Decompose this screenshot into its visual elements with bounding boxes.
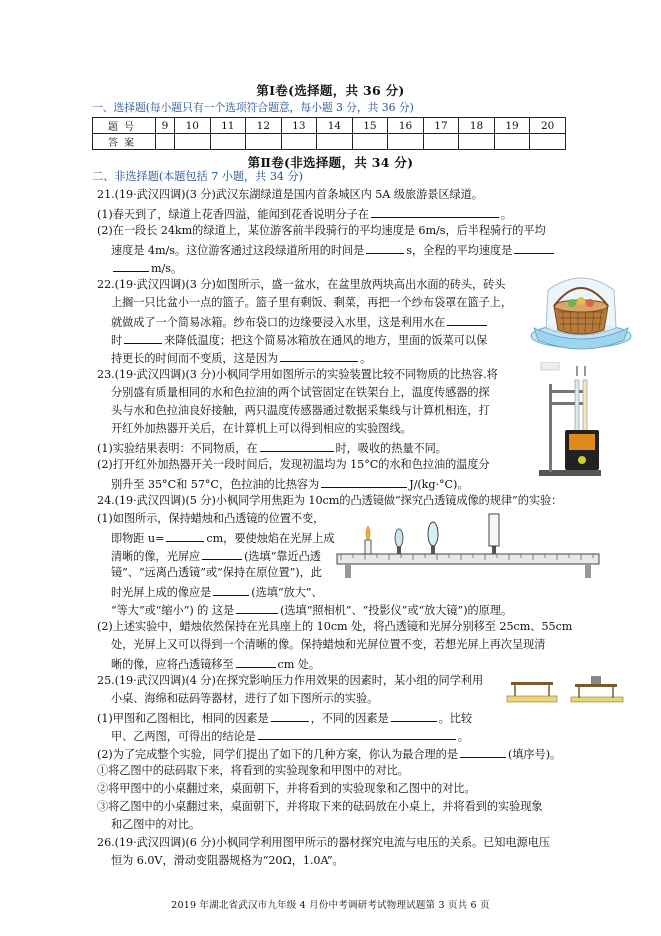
q25-stem: 25.(19·武汉四调)(4 分)在探究影响压力作用效果的因素时，某小组的同学利用 [97,674,484,687]
table-cell: 18 [459,118,495,134]
answer-blank[interactable] [371,206,499,218]
answer-cell[interactable] [317,134,353,150]
part2-title: 第Ⅱ卷(非选择题，共 34 分) [247,155,414,170]
q25-option-3: ③将乙图中的小桌翻过来，桌面朝下，并将取下来的砝码放在小桌上，并将看到的实验现象 [97,800,543,813]
q21-part1: (1)春天到了，绿道上花香四溢，能闻到花香说明分子在 。 [97,208,513,221]
answer-blank[interactable] [447,314,487,326]
table-cell: 9 [156,118,175,134]
answer-cell[interactable] [210,134,246,150]
q24-part1-l4: 镜”、“远离凸透镜”或“保持在原位置”)，此 [111,566,322,579]
q25-option-3-cont: 和乙图中的对比。 [111,818,201,831]
q25-line2: 小桌、海绵和砝码等器材，进行了如下图所示的实验。 [111,692,379,705]
answer-cell[interactable] [352,134,388,150]
q22-stem: 22.(19·武汉四调)(3 分)如图所示，盛一盆水，在盆里放两块高出水面的砖头，砖头 [97,278,506,291]
answer-blank[interactable] [213,584,249,596]
table-cell: 19 [494,118,530,134]
answer-blank[interactable] [280,350,358,362]
q22-line2: 上搁一只比盆小一点的篮子。篮子里有剩饭、剩菜，再把一个纱布袋罩在篮子上， [111,296,512,309]
table-cell: 10 [175,118,211,134]
basket-fridge-figure [528,270,634,352]
q24-part2-l2: 处，光屏上又可以得到一个清晰的像。保持蜡烛和光屏位置不变，若想光屏上再次呈现清 [111,638,546,651]
q23-stem: 23.(19·武汉四调)(3 分)小枫同学用如图所示的实验装置比较不同物质的比热容.将 [97,368,498,381]
table-cell: 13 [281,118,317,134]
answer-blank[interactable] [236,656,276,668]
q24-part1: (1)如图所示，保持蜡烛和凸透镜的位置不变， [97,512,325,525]
answer-table [92,117,566,150]
q21-stem: 21.(19·武汉四调)(3 分)武汉东湖绿道是国内首条城区内 5A 级旅游景区绿道。 [97,188,483,201]
answer-blank[interactable] [366,242,404,254]
answer-cell[interactable] [423,134,459,150]
q22-line4: 时 来降低温度；把这个简易冰箱放在通风的地方，里面的饭菜可以保 [111,334,488,347]
q24-part2: (2)上述实验中，蜡烛依然保持在光具座上的 10cm 处，将凸透镜和光屏分别移至 25cm、55cm [97,620,573,633]
answer-cell[interactable] [156,134,175,150]
q23-line3: 头与水和色拉油良好接触，两只温度传感器通过数据采集线与计算机相连，打 [111,404,490,417]
answer-blank[interactable] [113,260,149,272]
q24-part1-l2: 即物距 u= cm，要使烛焰在光屏上成 [111,532,335,545]
q24-stem: 24.(19·武汉四调)(5 分)小枫同学用焦距为 10cm的凸透镜做“探究凸透镜成像的规律”的实验： [97,494,563,507]
answer-cell[interactable] [175,134,211,150]
answer-blank[interactable] [124,332,162,344]
answer-cell[interactable] [388,134,424,150]
q21-part2: (2)在一段长 24km的绿道上，某位游客前半段骑行的平均速度是 6m/s，后半程骑行的平均 [97,224,546,237]
q24-part1-l5: 时光屏上成的像应是 (选填“放大”、 [111,586,323,599]
heater-apparatus-figure [535,362,607,480]
table-cell: 11 [210,118,246,134]
q24-part1-l6: “等大”或“缩小”) 的 这是 (选填“照相机”、“投影仪”或“放大镜”)的原理。 [111,604,513,617]
part2-instruction: 二、非选择题(本题包括 7 小题，共 34 分) [92,170,303,183]
table-cell: 14 [317,118,353,134]
q22-line5: 持更长的时间而不变质，这是因为 。 [111,352,372,365]
q21-part2-cont: 速度是 4m/s。这位游客通过这段绿道所用的时间是 s，全程的平均速度是 [111,242,556,258]
q23-line4: 开红外加热器开关后，在计算机上可以得到相应的实验图线。 [111,422,412,435]
answer-cell[interactable] [530,134,566,150]
answer-blank[interactable] [514,242,554,254]
answer-blank[interactable] [166,530,204,542]
pressure-experiment-figure [505,674,625,704]
q23-part2-cont: 别升至 35°C和 57°C，色拉油的比热容为 J/(kg·°C)。 [111,478,469,491]
optical-bench-figure [335,510,603,586]
page-footer: 2019 年湖北省武汉市九年级 4 月份中考调研考试物理试题第 3 页共 6 页 [171,900,490,911]
answer-blank[interactable] [260,440,334,452]
answer-blank[interactable] [460,746,506,758]
answer-blank[interactable] [391,710,437,722]
answer-blank[interactable] [202,548,242,560]
q23-line2: 分别盛有质量相同的水和色拉油的两个试管固定在铁架台上，温度传感器的探 [111,386,490,399]
q25-option-2: ②将甲图中的小桌翻过来，桌面朝下，并将看到的实验现象和乙图中的对比。 [97,782,476,795]
answer-blank[interactable] [236,602,278,614]
table-cell: 15 [352,118,388,134]
table-row [93,134,566,150]
row-header-answer: 答案 [93,134,156,150]
q25-part2: (2)为了完成整个实验，同学们提出了如下的几种方案，你认为最合理的是 (填序号)。 [97,748,562,761]
answer-blank[interactable] [321,476,407,488]
q24-part2-l3: 晰的像，应将凸透镜移至 cm 处。 [111,658,321,671]
table-cell: 12 [246,118,282,134]
q25-part1: (1)甲图和乙图相比，相同的因素是 ，不同的因素是 。比较 [97,712,473,725]
table-row [93,118,566,134]
table-cell: 20 [530,118,566,134]
answer-cell[interactable] [494,134,530,150]
answer-blank[interactable] [271,710,309,722]
part1-instruction: 一、选择题(每小题只有一个选项符合题意，每小题 3 分，共 36 分) [92,101,414,114]
q26-stem: 26.(19·武汉四调)(6 分)小枫同学利用图甲所示的器材探究电流与电压的关系。已知电源电压 [97,836,550,849]
row-header-number: 题号 [93,118,156,134]
q23-part1: (1)实验结果表明：不同物质，在 时，吸收的热量不同。 [97,442,447,455]
q23-part2: (2)打开红外加热器开关一段时间后，发现初温均为 15°C的水和色拉油的温度分 [97,458,490,471]
q24-part1-l3: 清晰的像，光屏应 (选填“靠近凸透 [111,550,321,563]
q26-line2: 恒为 6.0V，滑动变阻器规格为“20Ω，1.0A”。 [111,854,344,867]
q22-line3: 就做成了一个简易冰箱。纱布袋口的边缘要浸入水里，这是利用水在 [111,314,489,330]
table-cell: 16 [388,118,424,134]
table-cell: 17 [423,118,459,134]
answer-cell[interactable] [281,134,317,150]
q25-option-1: ①将乙图中的砝码取下来，将看到的实验现象和甲图中的对比。 [97,764,409,777]
q21-part2-end: m/s。 [111,260,182,276]
part1-title: 第Ⅰ卷(选择题，共 36 分) [256,83,405,98]
answer-blank[interactable] [258,728,456,740]
answer-cell[interactable] [246,134,282,150]
q25-part1-l2: 甲、乙两图，可得出的结论是 。 [111,730,469,743]
answer-cell[interactable] [459,134,495,150]
